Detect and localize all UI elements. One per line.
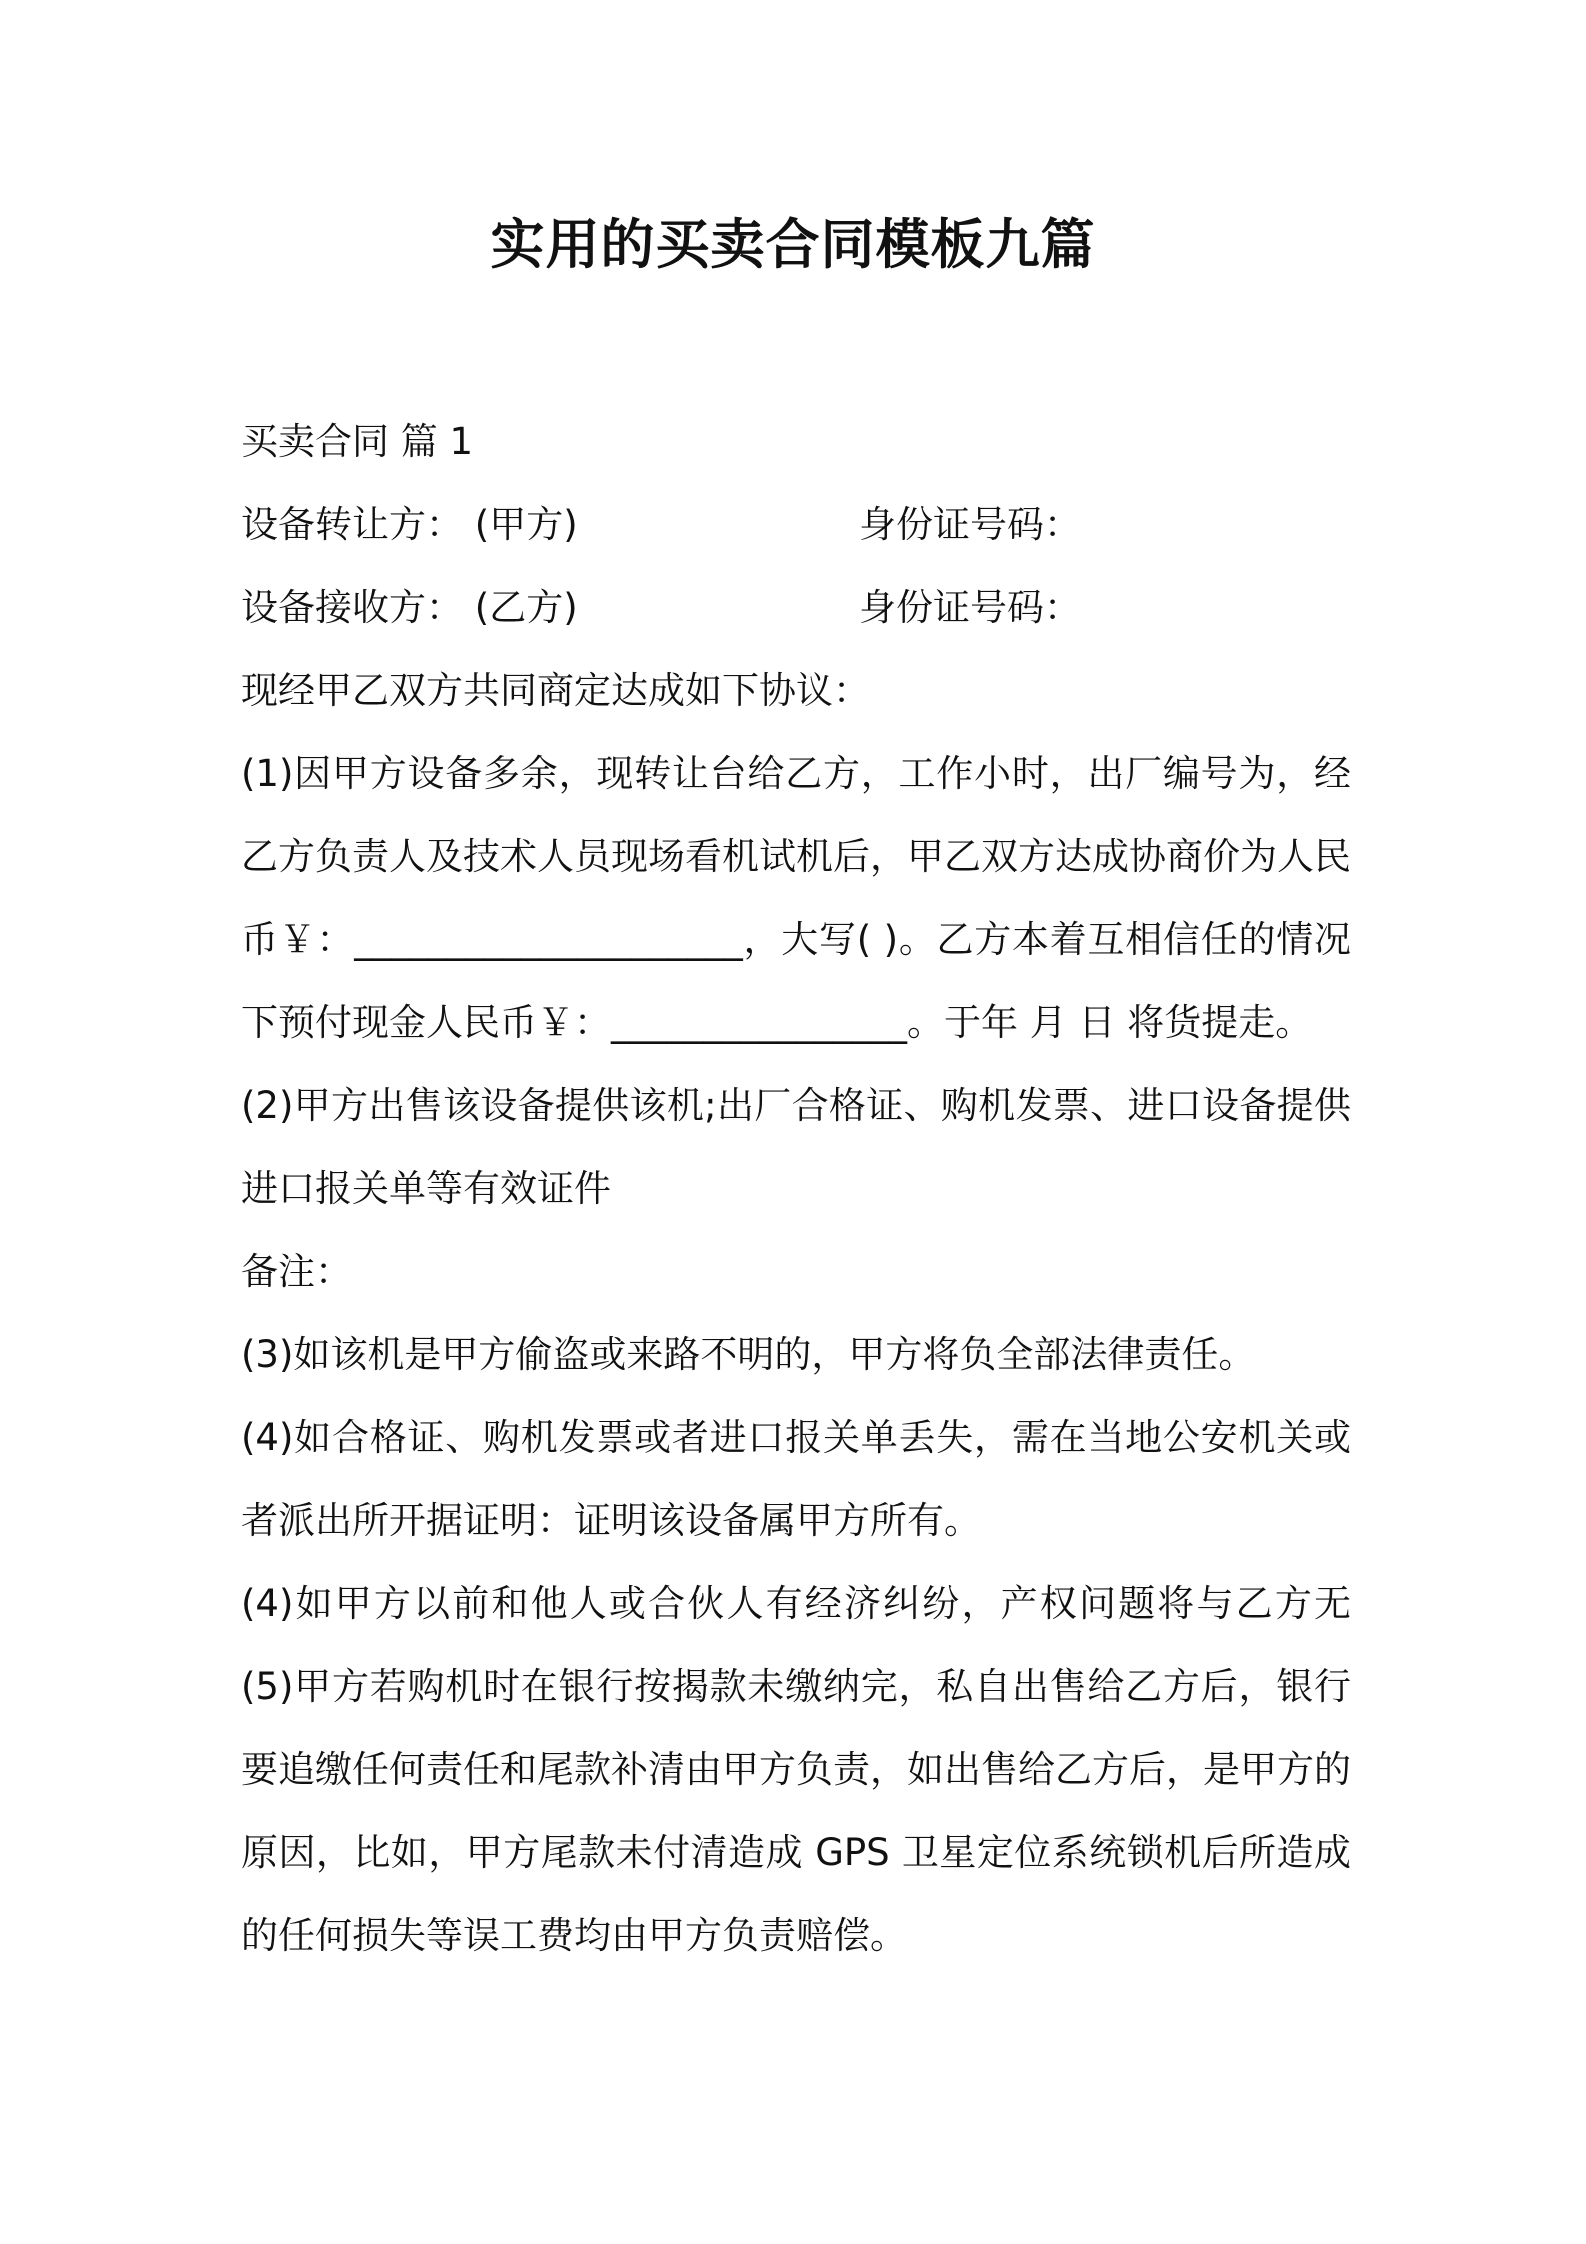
paragraph-line: (4)如甲方以前和他人或合伙人有经济纠纷，产权问题将与乙方无 xyxy=(241,1582,1351,1625)
transferor-id-label: 身份证号码： xyxy=(859,503,1081,546)
transferor-row xyxy=(241,483,1351,566)
document-title: 实用的买卖合同模板九篇 xyxy=(490,213,1096,276)
paragraph-line: (2)甲方出售该设备提供该机;出厂合格证、购机发票、进口设备提供 xyxy=(241,1084,1351,1127)
paragraph-line: (4)如合格证、购机发票或者进口报关单丢失，需在当地公安机关或 xyxy=(241,1416,1351,1459)
paragraph-line: 币￥：_____________________，大写( )。乙方本着互相信任的情况 xyxy=(241,918,1351,961)
paragraph-line: (1)因甲方设备多余，现转让台给乙方，工作小时，出厂编号为，经 xyxy=(241,752,1351,795)
receiver-row xyxy=(241,566,1351,649)
paragraph-line: 原因，比如，甲方尾款未付清造成 GPS 卫星定位系统锁机后所造成 xyxy=(241,1831,1351,1874)
remark-label: 备注： xyxy=(241,1250,352,1293)
paragraph-line: 者派出所开据证明：证明该设备属甲方所有。 xyxy=(241,1499,981,1542)
paragraph-line: 的任何损失等误工费均由甲方负责赔偿。 xyxy=(241,1914,907,1957)
transferor-label: 设备转让方： (甲方) xyxy=(241,503,578,546)
receiver-label: 设备接收方： (乙方) xyxy=(241,586,578,629)
paragraph-line: (5)甲方若购机时在银行按揭款未缴纳完，私自出售给乙方后，银行 xyxy=(241,1665,1351,1708)
receiver-id-label: 身份证号码： xyxy=(859,586,1081,629)
paragraph-line: 乙方负责人及技术人员现场看机试机后，甲乙双方达成协商价为人民 xyxy=(241,835,1351,878)
section-heading: 买卖合同 篇 1 xyxy=(241,420,474,463)
paragraph-line: 要追缴任何责任和尾款补清由甲方负责，如出售给乙方后，是甲方的 xyxy=(241,1748,1351,1791)
paragraph-line: 现经甲乙双方共同商定达成如下协议： xyxy=(241,669,870,712)
paragraph-line: 进口报关单等有效证件 xyxy=(241,1167,611,1210)
paragraph-line: 下预付现金人民币￥：________________。于年 月 日 将货提走。 xyxy=(241,1001,1313,1044)
document-body xyxy=(241,400,1351,1977)
paragraph-line: (3)如该机是甲方偷盗或来路不明的，甲方将负全部法律责任。 xyxy=(241,1333,1256,1376)
